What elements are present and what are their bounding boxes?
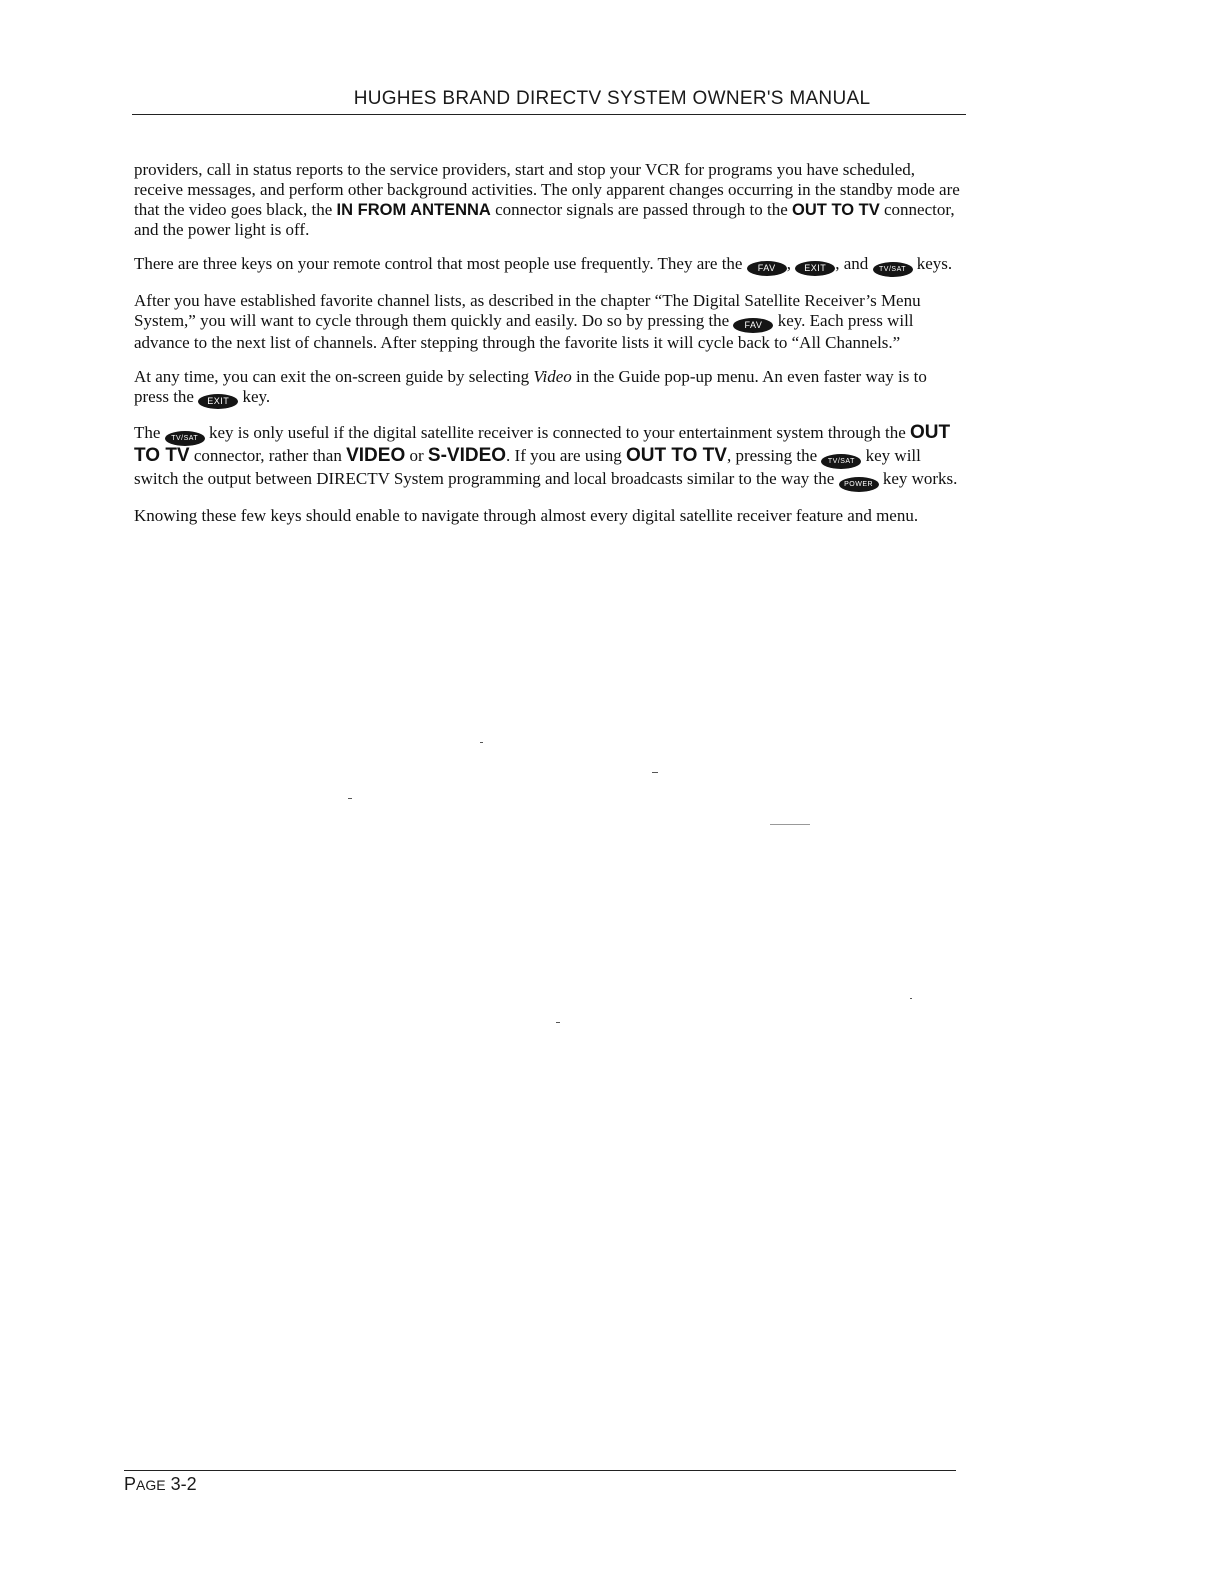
power-key-icon: POWER [839, 477, 879, 492]
running-header: HUGHES BRAND DIRECTV SYSTEM OWNER'S MANUAL [353, 88, 871, 109]
paragraph-standby: providers, call in status reports to the service providers, start and stop your VCR for programs you have scheduled, receive messages, and perform other background activities. The only apparent changes occurring in the standby mode are that the video goes black, the IN FROM ANTENNA connector signals are passed through to the OUT TO TV connector, and the power light is off. [134, 160, 960, 239]
scan-speck [348, 798, 352, 799]
exit-key-icon: EXIT [198, 394, 238, 409]
page-number: PAGE 3-2 [124, 1474, 197, 1494]
paragraph-three-keys: There are three keys on your remote control that most people use frequently. They are the FAV , EXIT , and TV/SAT keys. [134, 254, 964, 277]
header-rule [132, 114, 966, 115]
footer-rule [124, 1470, 956, 1471]
tvsat-key-icon: TV/SAT [821, 454, 861, 469]
body-text [134, 160, 964, 540]
paragraph-conclusion: Knowing these few keys should enable to navigate through almost every digital satellite receiver feature and menu. [134, 506, 919, 525]
scan-speck [480, 742, 483, 743]
scan-speck [770, 824, 810, 825]
scan-speck [556, 1022, 560, 1023]
paragraph-favorites: After you have established favorite channel lists, as described in the chapter “The Digital Satellite Receiver’s Menu System,” you will want to cycle through them quickly and easily. Do so by pressing the FAV key. Each press will advance to the next list of channels. After stepping through the favorite lists it will cycle back to “All Channels.” [134, 291, 921, 352]
exit-key-icon: EXIT [795, 261, 835, 276]
out-to-tv-label: OUT TO TV [625, 445, 727, 466]
video-menu-item: Video [533, 367, 572, 386]
paragraph-tvsat: The TV/SAT key is only useful if the digital satellite receiver is connected to your entertainment system through the OUT TO TV connector, rather than VIDEO or S-VIDEO. If you are using OUT TO TV, pressing the TV/SAT key will switch the output between DIRECTV System programming and local broadcasts similar to the way the POWER key works. [134, 423, 964, 492]
scan-speck [652, 772, 658, 773]
out-to-tv-label: OUT TO TV [792, 201, 880, 219]
s-video-label: S-VIDEO [427, 445, 507, 466]
out-to-tv-label: OUT TO TV [134, 422, 951, 466]
in-from-antenna-label: IN FROM ANTENNA [336, 201, 491, 219]
tvsat-key-icon: TV/SAT [873, 262, 913, 277]
fav-key-icon: FAV [747, 261, 787, 276]
video-label: VIDEO [346, 445, 406, 466]
scan-speck [910, 998, 912, 999]
paragraph-exit-guide: At any time, you can exit the on-screen guide by selecting Video in the Guide pop-up menu. An even faster way is to press the EXIT key. [134, 367, 964, 409]
fav-key-icon: FAV [733, 318, 773, 333]
tvsat-key-icon: TV/SAT [165, 431, 205, 446]
